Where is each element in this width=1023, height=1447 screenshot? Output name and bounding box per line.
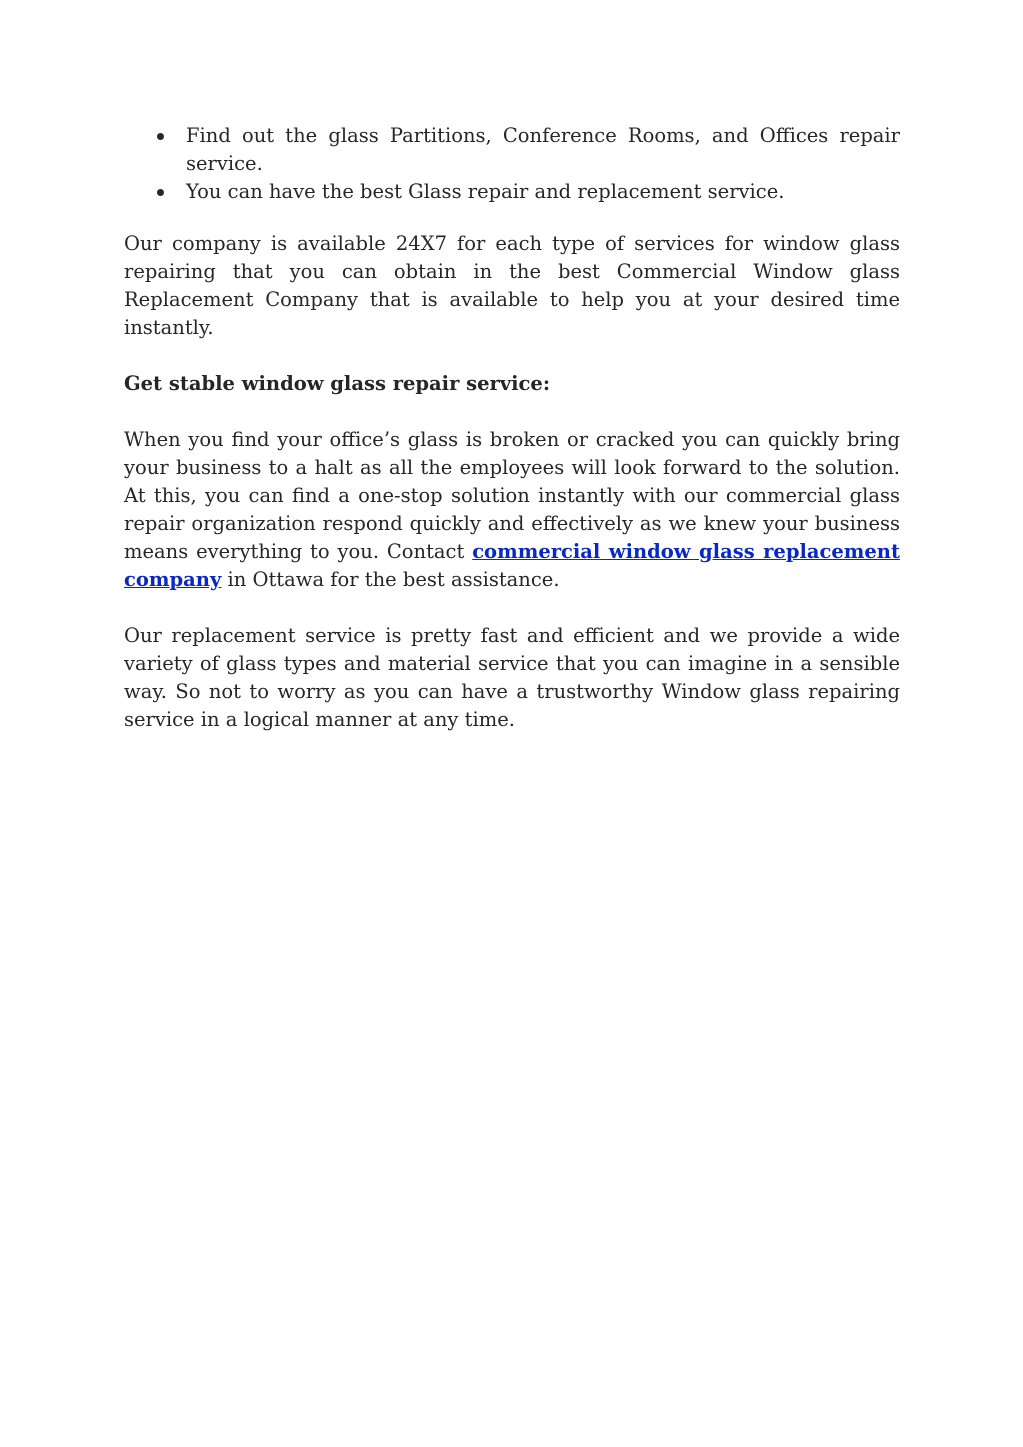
document-page xyxy=(124,122,900,734)
paragraph-text-after-link: in Ottawa for the best assistance. xyxy=(221,568,560,591)
bullet-text: Find out the glass Partitions, Conference Rooms, and Offices repair service. xyxy=(186,124,900,175)
bullet-icon xyxy=(157,189,164,196)
paragraph-availability: Our company is available 24X7 for each type of services for window glass repairing that you can obtain in the best Commercial Window glass Replacement Company that is available to help you at your desired time instantly. xyxy=(124,232,900,339)
bullet-text: You can have the best Glass repair and replacement service. xyxy=(186,180,785,203)
section-heading: Get stable window glass repair service: xyxy=(124,372,551,395)
list-item xyxy=(124,122,900,178)
paragraph-solution xyxy=(124,426,900,594)
list-item xyxy=(124,178,900,206)
bullet-icon xyxy=(157,133,164,140)
paragraph-text-before-link: When you find your office’s glass is broken or cracked you can quickly bring your business to a halt as all the employees will look forward to the solution. At this, you can find a one-stop solution instantly with our commercial glass repair organization respond quickly and effectively as we knew your business means everything to you. Contact xyxy=(124,428,900,563)
paragraph-replacement-service: Our replacement service is pretty fast and efficient and we provide a wide variety of glass types and material service that you can imagine in a sensible way. So not to worry as you can have a trustworthy Window glass repairing service in a logical manner at any time. xyxy=(124,624,900,731)
commercial-window-glass-link[interactable]: commercial window glass replacement company xyxy=(124,540,900,591)
bullet-list xyxy=(124,122,900,206)
